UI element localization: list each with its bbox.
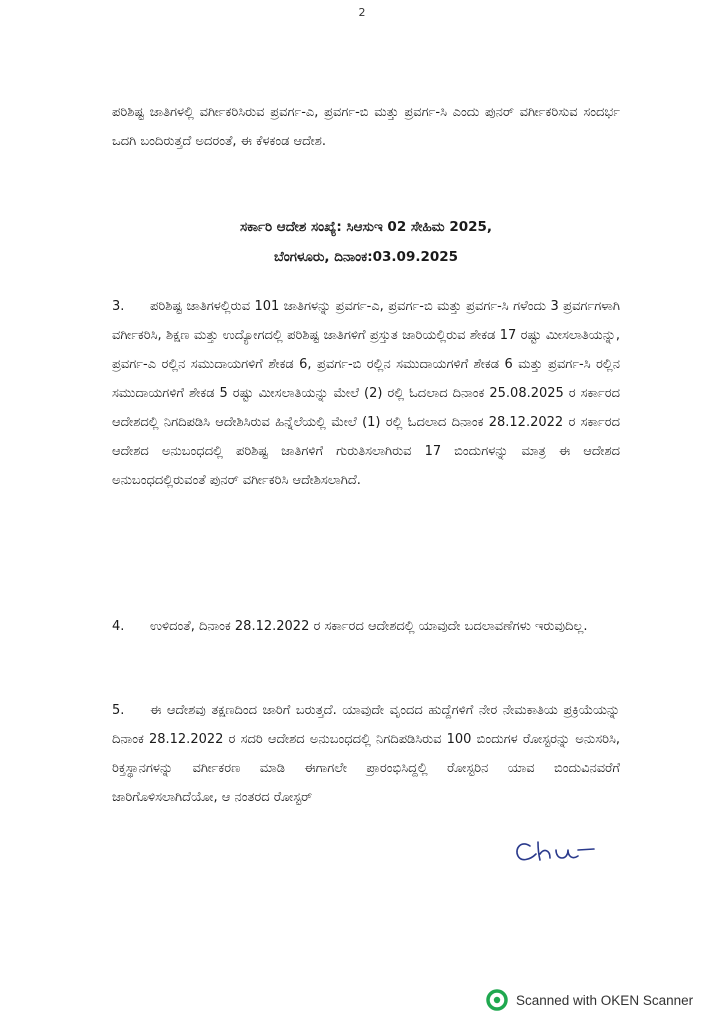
clause-text: ಈ ಆದೇಶವು ತಕ್ಷಣದಿಂದ ಜಾರಿಗೆ ಬರುತ್ತದೆ. ಯಾವುದೇ ವೃಂದದ ಹುದ್ದೆಗಳಿಗೆ ನೇರ ನೇಮಕಾತಿಯ ಪ್ರಕ್ರಿಯೆಯನ್ನು ದಿನಾಂಕ 28.12.2022 ರ ಸದರಿ ಆದೇಶದ ಅನುಬಂಧದಲ್ಲಿ ನಿಗದಿಪಡಿಸಿರುವ 100 ಬಿಂದುಗಳ ರೋಸ್ಟರನ್ನು ಅನುಸರಿಸಿ, ರಿಕ್ತಸ್ಥಾನಗಳನ್ನು ವರ್ಗೀಕರಣ ಮಾಡಿ ಈಗಾಗಲೇ ಪ್ರಾರಂಭಿಸಿದ್ದಲ್ಲಿ ರೋಸ್ಟರಿನ ಯಾವ ಬಿಂದುವಿನವರೆಗೆ ಜಾರಿಗೊಳಿಸಲಾಗಿದೆಯೋ, ಆ ನಂತರದ ರೋಸ್ಟರ್ xyxy=(112,703,620,805)
order-number-line: ಸರ್ಕಾರಿ ಆದೇಶ ಸಂಖ್ಯೆ: ಸಿಆಸುಇ 02 ಸೇಹಿಮ 2025, xyxy=(239,219,493,235)
order-date-line: ಬೆಂಗಳೂರು, ದಿನಾಂಕ:03.09.2025 xyxy=(273,249,459,265)
clause-text: ಪರಿಶಿಷ್ಟ ಜಾತಿಗಳಲ್ಲಿರುವ 101 ಜಾತಿಗಳನ್ನು ಪ್ರವರ್ಗ-ಎ, ಪ್ರವರ್ಗ-ಬಿ ಮತ್ತು ಪ್ರವರ್ಗ-ಸಿ ಗಳೆಂದು 3 ಪ್ರವರ್ಗಗಳಾಗಿ ವರ್ಗೀಕರಿಸಿ, ಶಿಕ್ಷಣ ಮತ್ತು ಉದ್ಯೋಗದಲ್ಲಿ ಪರಿಶಿಷ್ಟ ಜಾತಿಗಳಿಗೆ ಪ್ರಸ್ತುತ ಜಾರಿಯಲ್ಲಿರುವ ಶೇಕಡ 17 ರಷ್ಟು ಮೀಸಲಾತಿಯನ್ನು, ಪ್ರವರ್ಗ-ಎ ರಲ್ಲಿನ ಸಮುದಾಯಗಳಿಗೆ ಶೇಕಡ 6, ಪ್ರವರ್ಗ-ಬಿ ರಲ್ಲಿನ ಸಮುದಾಯಗಳಿಗೆ ಶೇಕಡ 6 ಮತ್ತು ಪ್ರವರ್ಗ-ಸಿ ರಲ್ಲಿನ ಸಮುದಾಯಗಳಿಗೆ ಶೇಕಡ 5 ರಷ್ಟು ಮೀಸಲಾತಿಯನ್ನು ಮೇಲೆ (2) ರಲ್ಲಿ ಓದಲಾದ ದಿನಾಂಕ 25.08.2025 ರ ಸರ್ಕಾರದ ಆದೇಶದಲ್ಲಿ ನಿಗದಿಪಡಿಸಿ ಆದೇಶಿಸಿರುವ ಹಿನ್ನೆಲೆಯಲ್ಲಿ ಮೇಲೆ (1) ರಲ್ಲಿ ಓದಲಾದ ದಿನಾಂಕ 28.12.2022 ರ ಸರ್ಕಾರದ ಆದೇಶದ ಅನುಬಂಧದಲ್ಲಿ ಪರಿಶಿಷ್ಟ ಜಾತಿಗಳಿಗೆ ಗುರುತಿಸಲಾಗಿರುವ 17 ಬಿಂದುಗಳನ್ನು ಮಾತ್ರ ಈ ಆದೇಶದ ಅನುಬಂಧದಲ್ಲಿರುವಂತೆ ಪುನರ್ ವರ್ಗೀಕರಿಸಿ ಆದೇಶಿಸಲಾಗಿದೆ. xyxy=(112,299,620,488)
clause-5 xyxy=(112,696,620,812)
clause-3 xyxy=(112,292,620,495)
scanner-watermark xyxy=(486,988,693,1012)
clause-4 xyxy=(112,612,620,641)
scanner-watermark-text: Scanned with OKEN Scanner xyxy=(516,992,694,1008)
signature-initials xyxy=(512,836,602,866)
clause-text: ಉಳಿದಂತೆ, ದಿನಾಂಕ 28.12.2022 ರ ಸರ್ಕಾರದ ಆದೇಶದಲ್ಲಿ ಯಾವುದೇ ಬದಲಾವಣೆಗಳು ಇರುವುದಿಲ್ಲ. xyxy=(150,619,588,634)
oken-scanner-logo-icon xyxy=(486,989,508,1011)
clause-number: 4. xyxy=(112,619,125,634)
order-heading xyxy=(112,212,620,272)
intro-paragraph: ಪರಿಶಿಷ್ಟ ಜಾತಿಗಳಲ್ಲಿ ವರ್ಗೀಕರಿಸಿರುವ ಪ್ರವರ್ಗ-ಎ, ಪ್ರವರ್ಗ-ಬಿ ಮತ್ತು ಪ್ರವರ್ಗ-ಸಿ ಎಂದು ಪುನರ್ ವರ್ಗೀಕರಿಸುವ ಸಂದರ್ಭ ಒದಗಿ ಬಂದಿರುತ್ತದೆ ಅದರಂತೆ, ಈ ಕೆಳಕಂಡ ಆದೇಶ. xyxy=(112,105,620,149)
page-number: 2 xyxy=(358,6,366,19)
clause-number: 5. xyxy=(112,703,125,718)
clause-number: 3. xyxy=(112,299,125,314)
